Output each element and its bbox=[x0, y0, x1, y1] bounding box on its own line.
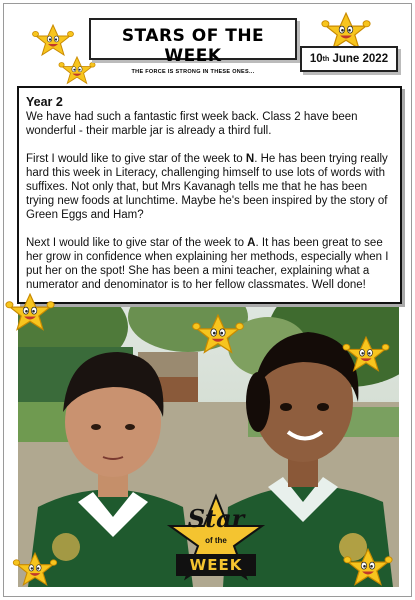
p2-initial: A bbox=[247, 237, 256, 249]
year-heading: Year 2 bbox=[26, 95, 63, 109]
announcement-box bbox=[17, 86, 402, 304]
date-badge bbox=[300, 46, 398, 72]
p1-initial: N bbox=[245, 153, 255, 165]
badge-line-star: Star bbox=[187, 504, 245, 533]
star-mascot-icon bbox=[340, 548, 396, 588]
star-mascot-icon bbox=[188, 314, 248, 356]
page-title: STARS OF THE WEEK bbox=[121, 26, 265, 66]
date-day: 10 bbox=[309, 53, 323, 65]
date-suffix: th bbox=[322, 55, 330, 63]
star-mascot-icon bbox=[4, 293, 56, 333]
page-subtitle: THE FORCE IS STRONG IN THESE ONES... bbox=[131, 69, 255, 75]
p2-text-start: Next I would like to give star of the week to bbox=[26, 237, 248, 249]
star-one-paragraph bbox=[26, 152, 394, 222]
badge-line-week: WEEK bbox=[189, 556, 243, 574]
badge-line-ofthe: of the bbox=[205, 536, 227, 545]
date-month-year: June 2022 bbox=[329, 53, 389, 65]
star-mascot-icon bbox=[10, 552, 60, 588]
p1-text-start: First I would like to give star of the week to bbox=[26, 153, 246, 165]
star-mascot-icon bbox=[32, 24, 74, 58]
title-banner bbox=[89, 18, 297, 75]
star-mascot-icon bbox=[338, 336, 394, 374]
star-two-paragraph bbox=[26, 236, 394, 292]
p1-text-end: . He has been trying really hard this week in Literacy, challenging himself to use lots of words with suffixes. Not only that, but Mrs Kavanagh tells me that he has been trying new foods at lunchtime. Maybe he's been inspired by the story of Green Eggs and Ham? bbox=[26, 153, 388, 221]
intro-paragraph: We have had such a fantastic first week back. Class 2 have been wonderful - their marble jar is already a third full. bbox=[26, 111, 358, 137]
star-of-the-week-badge bbox=[156, 492, 276, 584]
p2-text-end: . It has been great to see her grow in confidence when explaining her methods, especially when I put her on the spot! She has been a mini teacher, explaining what a numerator and denominator is to her fellow classmates. Well done! bbox=[26, 237, 389, 291]
